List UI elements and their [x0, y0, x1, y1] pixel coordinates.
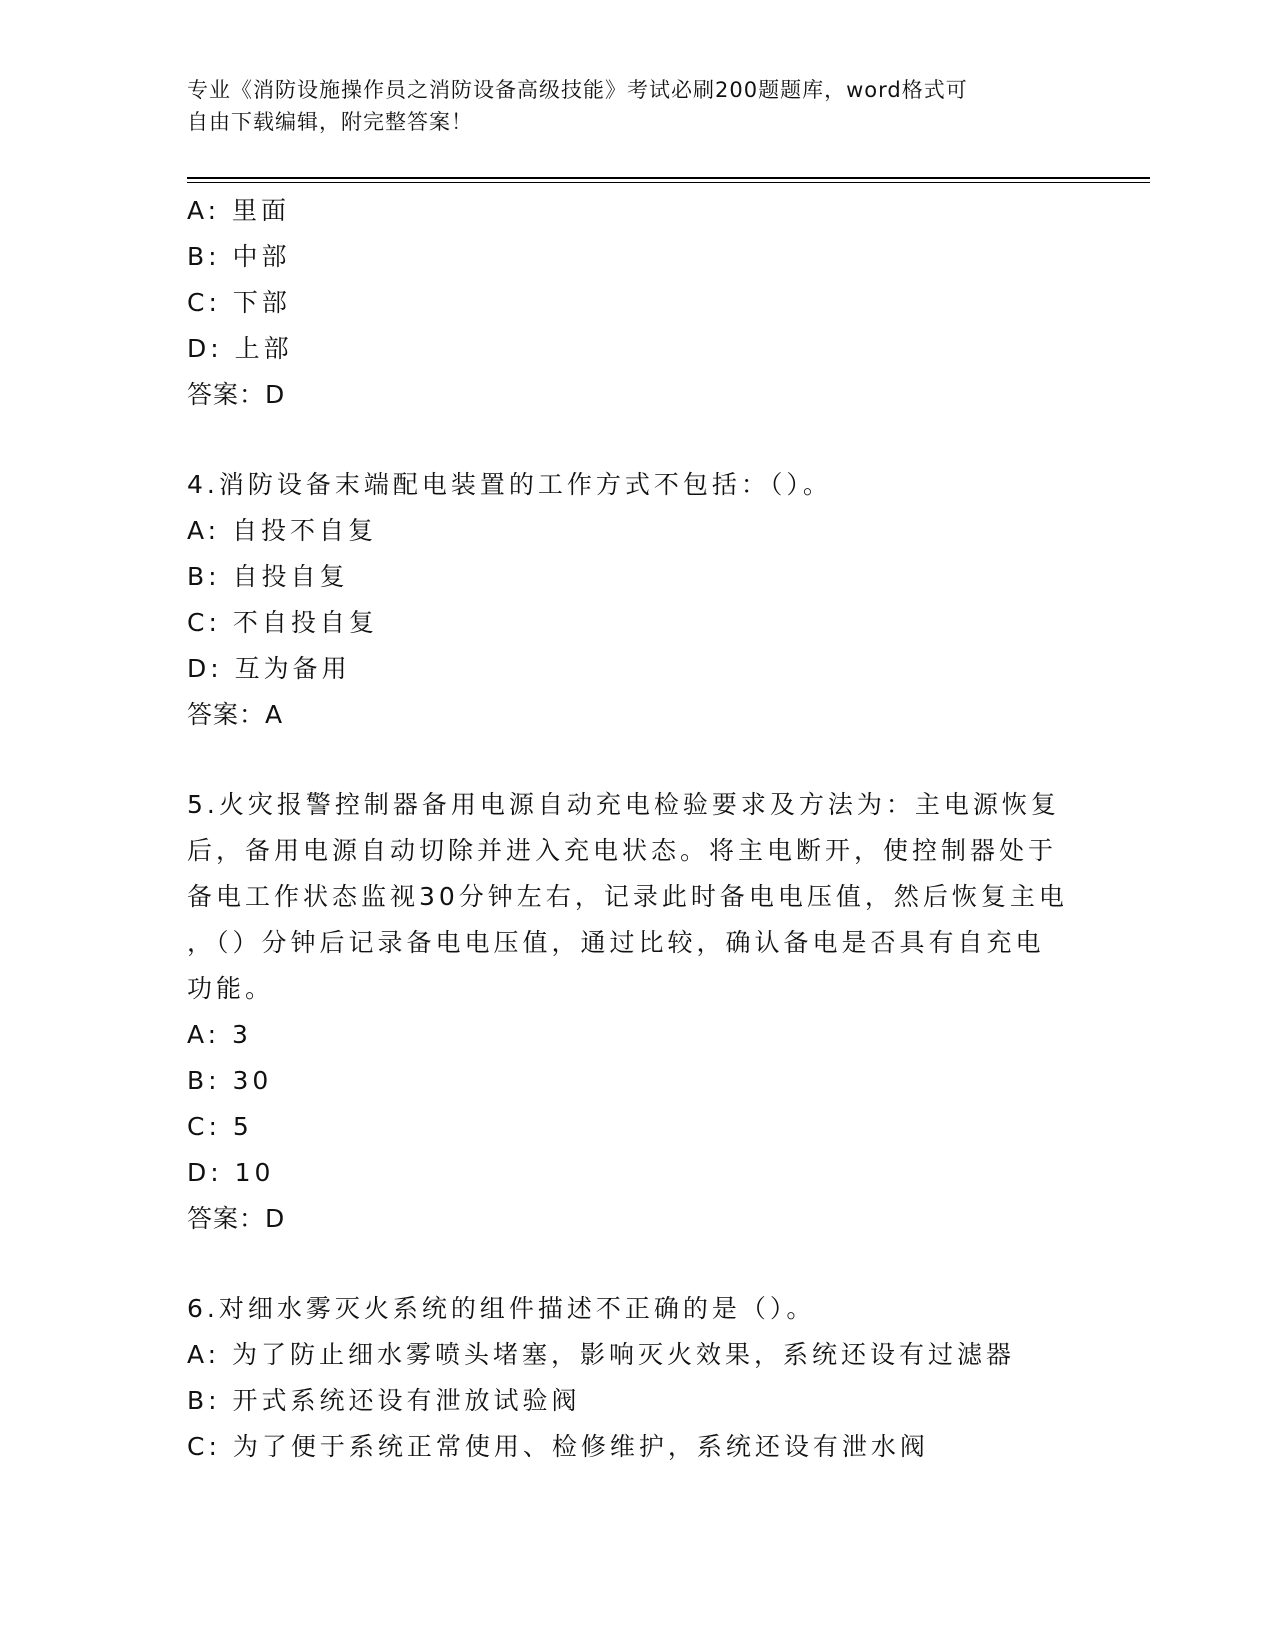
question-stem-line-5: 功能。	[187, 974, 275, 1003]
question-stem-line-2: 后，备用电源自动切除并进入充电状态。将主电断开，使控制器处于	[187, 836, 1058, 865]
option-c: C: 下部	[187, 288, 291, 317]
option-d: D: 10	[187, 1158, 275, 1187]
header-divider-thick	[187, 177, 1150, 179]
question-6	[187, 1286, 1087, 1470]
question-5	[187, 782, 1087, 1242]
header-line-2: 自由下载编辑，附完整答案！	[187, 110, 473, 134]
spacer	[187, 738, 1087, 782]
spacer	[187, 1242, 1087, 1286]
option-d: D: 互为备用	[187, 654, 351, 683]
answer: 答案：D	[187, 380, 286, 409]
question-stem-line-3: 备电工作状态监视30分钟左右，记录此时备电电压值，然后恢复主电	[187, 882, 1068, 911]
document-header	[187, 74, 1067, 138]
question-stem-line-1: 5.火灾报警控制器备用电源自动充电检验要求及方法为：主电源恢复	[187, 790, 1060, 819]
option-b: B: 开式系统还设有泄放试验阀	[187, 1386, 581, 1415]
header-divider-thin	[187, 182, 1150, 183]
option-c: C: 不自投自复	[187, 608, 378, 637]
answer: 答案：D	[187, 1204, 286, 1233]
option-b: B: 中部	[187, 242, 291, 271]
question-list	[187, 188, 1087, 1470]
header-line-1: 专业《消防设施操作员之消防设备高级技能》考试必刷200题题库，word格式可	[187, 78, 968, 102]
option-c: C: 5	[187, 1112, 253, 1141]
question-stem: 4.消防设备末端配电装置的工作方式不包括：（）。	[187, 470, 832, 499]
option-c: C: 为了便于系统正常使用、检修维护，系统还设有泄水阀	[187, 1432, 929, 1461]
option-b: B: 自投自复	[187, 562, 349, 591]
answer: 答案：A	[187, 700, 284, 729]
question-3	[187, 188, 1087, 418]
option-a: A: 自投不自复	[187, 516, 378, 545]
option-d: D: 上部	[187, 334, 293, 363]
option-a: A: 3	[187, 1020, 252, 1049]
question-stem-line-4: ，（）分钟后记录备电电压值，通过比较，确认备电是否具有自充电	[187, 928, 1045, 957]
spacer	[187, 418, 1087, 462]
option-b: B: 30	[187, 1066, 273, 1095]
option-a: A: 为了防止细水雾喷头堵塞，影响灭火效果，系统还设有过滤器	[187, 1340, 1016, 1369]
question-stem: 6.对细水雾灭火系统的组件描述不正确的是（）。	[187, 1294, 816, 1323]
question-4	[187, 462, 1087, 738]
option-a: A: 里面	[187, 196, 291, 225]
